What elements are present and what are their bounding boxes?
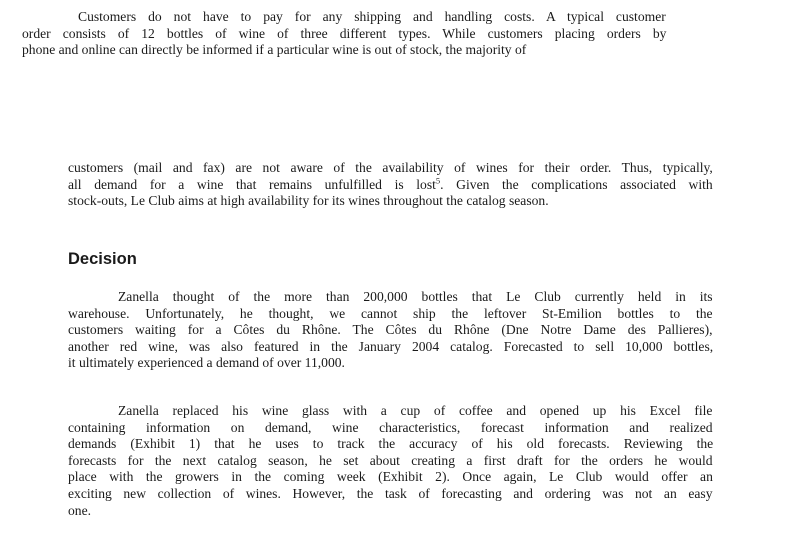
continued-paragraph <box>68 160 713 210</box>
text-line: it ultimately experienced a demand of over 11,000. <box>68 355 345 371</box>
text-line: one. <box>68 502 92 518</box>
text-line: Customers do not have to pay for any shipping and handling costs. A typical customer <box>78 9 666 24</box>
text-fragment: . Given the complications associated with <box>440 176 713 192</box>
text-line: customers (mail and fax) are not aware of the availability of wines for their order. Thus, typically, <box>68 160 713 175</box>
text-line: another red wine, was also featured in the January 2004 catalog. Forecasted to sell 10,000 bottles, <box>68 338 714 354</box>
text-line: order consists of 12 bottles of wine of three different types. While customers placing orders by <box>22 25 667 41</box>
section-heading: Decision <box>68 250 137 268</box>
text-line: place with the growers in the coming week (Exhibit 2). Once again, Le Club would offer an <box>68 469 713 485</box>
text-line: forecasts for the next catalog season, he set about creating a first draft for the orders he would <box>68 452 713 468</box>
text-line: demands (Exhibit 1) that he uses to track the accuracy of his old forecasts. Reviewing the <box>68 436 714 452</box>
text-line: Zanella thought of the more than 200,000 bottles that Le Club currently held in its <box>118 289 713 304</box>
footnote-marker: 5 <box>435 175 441 186</box>
text-line: customers waiting for a Côtes du Rhône. The Côtes du Rhône (Dne Notre Dame des Pallieres), <box>68 322 713 338</box>
top-paragraph <box>22 9 666 59</box>
text-line: containing information on demand, wine characteristics, forecast information and realized <box>68 419 713 435</box>
text-line: phone and online can directly be informed if a particular wine is out of stock, the majority of <box>22 42 527 58</box>
text-line: Zanella replaced his wine glass with a cup of coffee and opened up his Excel file <box>118 403 713 418</box>
text-line <box>68 177 713 194</box>
paragraph-decision-2 <box>68 403 713 519</box>
text-fragment: all demand for a wine that remains unfulfilled is lost <box>68 176 436 192</box>
text-line: stock-outs, Le Club aims at high availability for its wines throughout the catalog season. <box>68 193 549 209</box>
text-line: warehouse. Unfortunately, he thought, we cannot ship the leftover St-Emilion bottles to the <box>68 305 713 321</box>
paragraph-decision-1 <box>68 289 713 372</box>
text-line: exciting new collection of wines. However, the task of forecasting and ordering was not an easy <box>68 485 713 501</box>
